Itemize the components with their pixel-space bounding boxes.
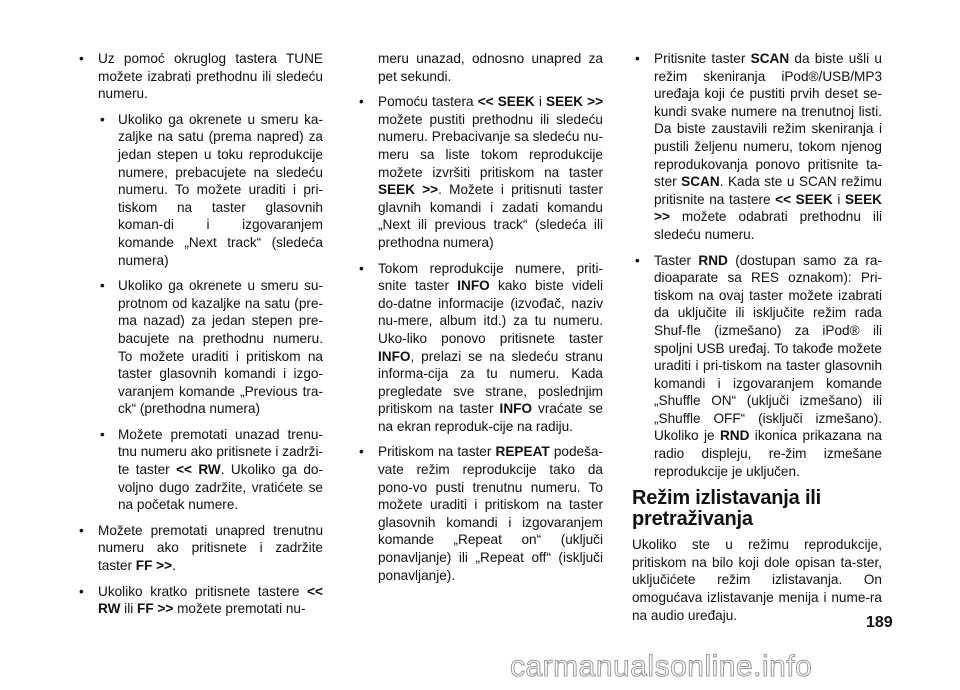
key-rw: << RW xyxy=(98,583,323,617)
key-seek-forward: SEEK >> xyxy=(378,182,439,198)
key-seek-back: << SEEK xyxy=(477,94,535,110)
key-rnd: RND xyxy=(719,428,750,444)
bullet: • xyxy=(359,94,364,110)
subparagraph-next-track: • Ukoliko ga okrenete u smeru ka-zaljke na satu (prema napred) za jedan stepen u toku reprodukcije numere, prebacujete na sledeću numeru. To možete uraditi i pri-tiskom na taster glasovnih koman-di i izgovaranjem komande „Next track“ (sledeća numera) xyxy=(100,111,323,268)
paragraph-continuation: meru unazad, odnosno unapred za pet sekundi. xyxy=(378,51,603,84)
key-seek-forward: SEEK >> xyxy=(654,191,883,225)
bullet: • xyxy=(359,260,364,276)
key-scan: SCAN xyxy=(681,174,720,190)
bullet: • xyxy=(635,252,640,268)
page-number: 189 xyxy=(866,614,893,631)
bullet: • xyxy=(100,278,105,294)
paragraph-browse-mode: Ukoliko ste u režimu reprodukcije, pritiskom na bilo koji dole opisan ta-ster, uključićete režim izlistavanja. On omogućava izlistavanje menija i nume-ra na audio uređaju. xyxy=(632,537,882,623)
bullet: • xyxy=(79,522,84,538)
paragraph-rnd: • Taster RND (dostupan samo za ra-dioaparate sa RES oznakom): Pri-tiskom na ovaj taster možete izabrati da uključite ili isključite režim rada Shuf-fle (izmešano) za iPod® ili spoljni USB uređaj. To takođe možete uraditi i pri-tiskom na taster glasovnih komandi i izgovaranjem komande „Shuffle ON“ (uključi izmešano) ili „Shuffle OFF“ (isključi izmešano). Ukoliko je RND ikonica prikazana na radio displeju, re-žim izmešane reprodukcije je uključen. xyxy=(635,252,882,479)
subparagraph-previous-track: • Ukoliko ga okrenete u smeru su-protnom od kazaljke na satu (pre-ma nazad) za jedan stepen pre-bacujete na prethodnu numeru. To možete uraditi i pritiskom na taster glasovnih komandi i izgo-varanjem komande „Previous tra-ck“ (prethodna numera) xyxy=(100,278,323,417)
bullet: • xyxy=(100,426,105,442)
key-rw: << RW xyxy=(176,462,221,478)
column-1 xyxy=(76,50,323,626)
key-rnd: RND xyxy=(698,252,728,268)
paragraph-short-press: • Ukoliko kratko pritisnete tastere << RW ili FF >> možete premotati nu- xyxy=(79,583,323,617)
paragraph-tune: • Uz pomoć okruglog tastera TUNE možete izabrati prethodnu ili sledeću numeru. xyxy=(79,51,323,102)
key-seek-back: << SEEK xyxy=(775,191,833,207)
bullet: • xyxy=(79,51,84,66)
key-ff: FF >> xyxy=(137,601,174,617)
paragraph-scan: • Pritisnite taster SCAN da biste ušli u režim skeniranja iPod®/USB/MP3 uređaja koji će pustiti prvih deset se-kundi svake numere na trenutnoj listi. Da biste zaustavili režim skeniranja i pustili željenu numeru, tokom njenog reprodukovanja ponovo pritisnite ta-ster SCAN. Kada ste u SCAN režimu pritisnite na tastere << SEEK i SEEK >> možete odabrati prethodnu ili sledeću numeru. xyxy=(635,51,883,242)
key-seek-forward: SEEK >> xyxy=(546,94,604,110)
key-ff: FF >> xyxy=(135,558,173,574)
bullet: • xyxy=(359,444,364,460)
bullet: • xyxy=(79,583,84,599)
key-scan: SCAN xyxy=(750,51,790,66)
paragraph-fast-forward: • Možete premotati unapred trenutnu numeru ako pritisnete i zadržite taster FF >>. xyxy=(79,522,323,574)
bullet: • xyxy=(100,111,105,127)
watermark: carmanualsonline.info xyxy=(510,650,813,683)
bullet: • xyxy=(635,51,640,66)
key-info: INFO xyxy=(378,348,411,364)
key-repeat: REPEAT xyxy=(495,444,550,460)
key-info: INFO xyxy=(499,401,533,417)
column-3 xyxy=(632,50,882,632)
paragraph-info: • Tokom reprodukcije numere, priti-snite taster INFO kako biste videli do-datne informacije (izvođač, naziv nu-mere, album itd.) za tu numeru. Uko-liko ponovo pritisnete taster INFO, prelazi se na sledeću stranu informa-cija za tu numeru. Kada pregledate sve strane, poslednjim pritiskom na taster INFO vraćate se na ekran reproduk-cije na radiju. xyxy=(359,260,603,434)
subparagraph-rewind: • Možete premotati unazad trenu-tnu numeru ako pritisnete i zadrži-te taster << RW. Ukoliko ga do-voljno dugo zadržite, vratićete se na početak numere. xyxy=(100,426,323,513)
column-2 xyxy=(356,50,603,592)
paragraph-seek: • Pomoću tastera << SEEK i SEEK >> možete pustiti prethodnu ili sledeću numeru. Prebacivanje sa sledeću nu-meru sa liste tokom reprodukcije možete izvršiti pritiskom na taster SEEK >>. Možete i pritisnuti taster glavnih komandi i zadati komandu „Next ili previous track“ (sledeća ili prethodna numera) xyxy=(359,94,604,250)
section-heading: Režim izlistavanja ili pretraživanja xyxy=(632,487,822,531)
key-info: INFO xyxy=(457,278,490,294)
paragraph-repeat: • Pritiskom na taster REPEAT podeša-vate režim reprodukcije tako da pono-vo pusti trenutnu numeru. To možete uraditi i pritiskom na taster glasovnih komandi i izgovaranjem komande „Repeat on“ (uključi ponavljanje) ili „Repeat off“ (isključi ponavljanje). xyxy=(359,444,603,583)
